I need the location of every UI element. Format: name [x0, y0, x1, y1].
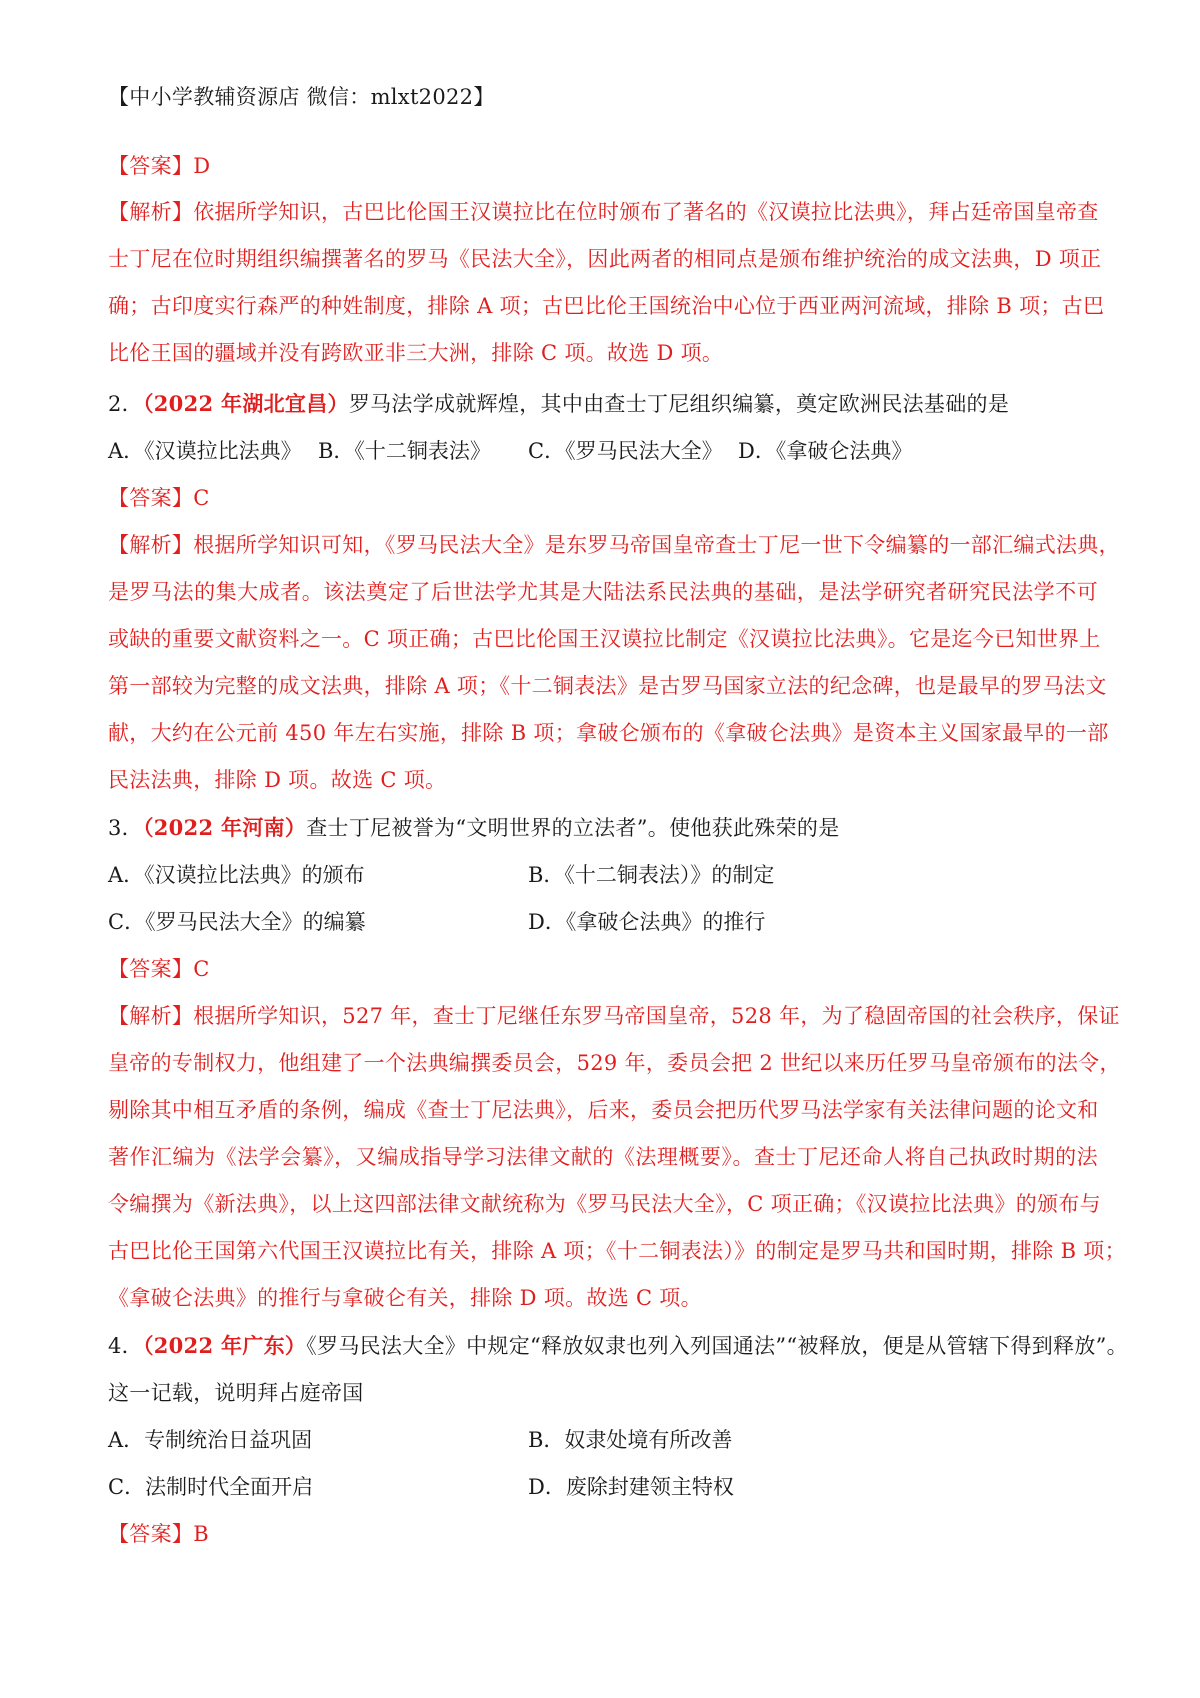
q3-analysis-line-6: 古巴比伦王国第六代国王汉谟拉比有关，排除 A 项；《十二铜表法）》的制定是罗马共和国时期，排除 B 项； — [108, 1239, 1126, 1263]
analysis-tag: 【解析】 — [108, 533, 194, 557]
q4-option-a: A．专制统治日益巩固 — [108, 1428, 313, 1452]
analysis-tag: 【解析】 — [108, 1004, 194, 1028]
q2-analysis-line-1 — [108, 530, 1120, 560]
answer-value: C — [193, 957, 210, 981]
q4-option-d: D．废除封建领主特权 — [528, 1475, 734, 1499]
answer-tag: 【答案】 — [108, 957, 194, 981]
q3-analysis-line-7: 《拿破仑法典》的推行与拿破仑有关，排除 D 项。故选 C 项。 — [108, 1286, 702, 1310]
q1-analysis-line-4: 比伦王国的疆域并没有跨欧亚非三大洲，排除 C 项。故选 D 项。 — [108, 341, 724, 365]
question-source: （2022 年广东） — [142, 1333, 307, 1358]
question-source: （2022 年湖北宜昌） — [142, 391, 349, 416]
q2-analysis-line-3: 或缺的重要文献资料之一。C 项正确；古巴比伦国王汉谟拉比制定《汉谟拉比法典》。它是迄今已知世界上 — [108, 627, 1101, 651]
answer-tag: 【答案】 — [108, 154, 194, 178]
q3-stem — [108, 813, 1098, 843]
answer-value: C — [193, 486, 210, 510]
analysis-text: 依据所学知识，古巴比伦国王汉谟拉比在位时颁布了著名的《汉谟拉比法典》，拜占廷帝国皇帝查 — [193, 200, 1099, 224]
answer-value: D — [193, 154, 211, 178]
answer-tag: 【答案】 — [108, 1522, 194, 1546]
question-number: 4． — [108, 1334, 143, 1358]
q1-analysis-line-3: 确；古印度实行森严的种姓制度，排除 A 项；古巴比伦王国统治中心位于西亚两河流域，排除 B 项；古巴 — [108, 294, 1105, 318]
question-text: 罗马法学成就辉煌，其中由查士丁尼组织编纂，奠定欧洲民法基础的是 — [348, 392, 1010, 416]
question-text: 查士丁尼被誉为“文明世界的立法者”。使他获此殊荣的是 — [306, 816, 840, 840]
question-number: 3． — [108, 816, 143, 840]
q3-analysis-line-4: 著作汇编为《法学会纂》，又编成指导学习法律文献的《法理概要》。查士丁尼还命人将自己执政时期的法 — [108, 1145, 1098, 1169]
q3-analysis-line-1 — [108, 1001, 1120, 1031]
q2-stem — [108, 389, 1098, 419]
question-source: （2022 年河南） — [142, 815, 307, 840]
analysis-tag: 【解析】 — [108, 200, 194, 224]
q1-answer — [108, 151, 1098, 181]
q3-option-d: D．《拿破仑法典》的推行 — [528, 910, 766, 934]
q4-option-c: C．法制时代全面开启 — [108, 1475, 314, 1499]
q4-stem-line-2: 这一记载，说明拜占庭帝国 — [108, 1381, 364, 1405]
q2-option-b: B．《十二铜表法》 — [318, 439, 491, 463]
q4-stem-line-1 — [108, 1331, 1128, 1361]
answer-tag: 【答案】 — [108, 486, 194, 510]
q3-answer — [108, 954, 1098, 984]
q3-analysis-line-2: 皇帝的专制权力，他组建了一个法典编撰委员会，529 年，委员会把 2 世纪以来历任罗马皇帝颁布的法令， — [108, 1051, 1121, 1075]
q4-option-b: B．奴隶处境有所改善 — [528, 1428, 733, 1452]
q2-option-c: C．《罗马民法大全》 — [528, 439, 723, 463]
q1-analysis-line-2: 士丁尼在位时期组织编撰著名的罗马《民法大全》，因此两者的相同点是颁布维护统治的成文法典，D 项正 — [108, 247, 1102, 271]
page-header: 【中小学教辅资源店 微信：mlxt2022】 — [108, 85, 495, 109]
q2-answer — [108, 483, 1098, 513]
q2-option-d: D．《拿破仑法典》 — [738, 439, 913, 463]
q3-option-c: C．《罗马民法大全》的编纂 — [108, 910, 366, 934]
analysis-text: 根据所学知识，527 年，查士丁尼继任东罗马帝国皇帝，528 年，为了稳固帝国的社会秩序，保证 — [193, 1004, 1120, 1028]
question-text: 《罗马民法大全》中规定“释放奴隶也列入列国通法”“被释放，便是从管辖下得到释放”。 — [306, 1334, 1128, 1358]
q2-option-a: A．《汉谟拉比法典》 — [108, 439, 302, 463]
q2-analysis-line-5: 献，大约在公元前 450 年左右实施，排除 B 项；拿破仑颁布的《拿破仑法典》是资本主义国家最早的一部 — [108, 721, 1109, 745]
q3-analysis-line-5: 令编撰为《新法典》，以上这四部法律文献统称为《罗马民法大全》，C 项正确；《汉谟拉比法典》的颁布与 — [108, 1192, 1101, 1216]
q3-analysis-line-3: 剔除其中相互矛盾的条例，编成《查士丁尼法典》，后来，委员会把历代罗马法学家有关法律问题的论文和 — [108, 1098, 1099, 1122]
q3-option-b: B．《十二铜表法）》的制定 — [528, 863, 775, 887]
q1-analysis-line-1 — [108, 197, 1098, 227]
q4-answer — [108, 1519, 1098, 1549]
q2-analysis-line-6: 民法法典，排除 D 项。故选 C 项。 — [108, 768, 447, 792]
question-number: 2． — [108, 392, 143, 416]
q2-analysis-line-4: 第一部较为完整的成文法典，排除 A 项；《十二铜表法》是古罗马国家立法的纪念碑，也是最早的罗马法文 — [108, 674, 1107, 698]
q2-analysis-line-2: 是罗马法的集大成者。该法奠定了后世法学尤其是大陆法系民法典的基础，是法学研究者研究民法学不可 — [108, 580, 1098, 604]
answer-value: B — [193, 1522, 209, 1546]
q3-option-a: A．《汉谟拉比法典》的颁布 — [108, 863, 365, 887]
analysis-text: 根据所学知识可知，《罗马民法大全》是东罗马帝国皇帝查士丁尼一世下令编纂的一部汇编式法典， — [193, 533, 1120, 557]
